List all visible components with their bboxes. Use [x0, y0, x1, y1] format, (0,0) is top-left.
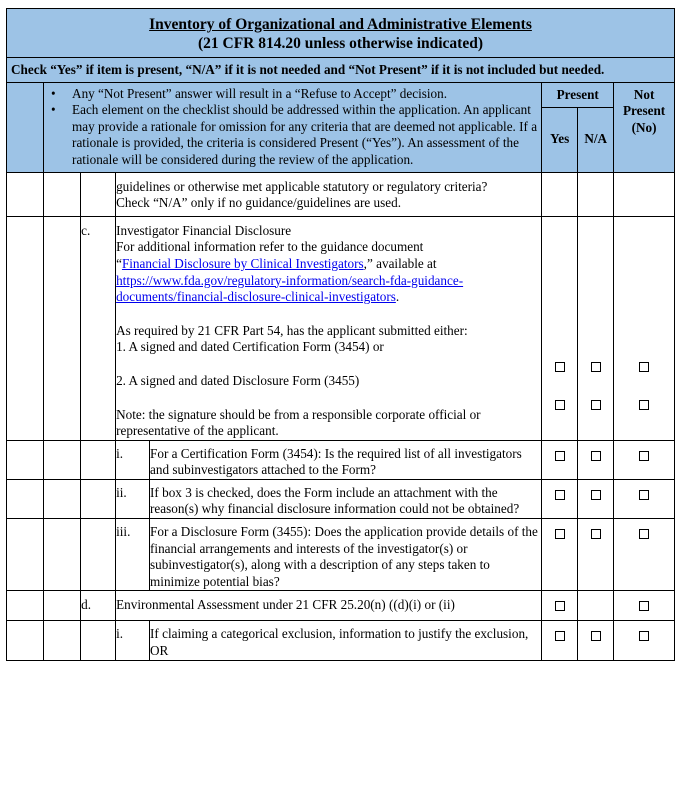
option1-no-checkbox[interactable]: [639, 362, 649, 372]
item-c-i-text: For a Certification Form (3454): Is the required list of all investigators and subinvestigators attached to the Form?: [150, 440, 542, 479]
guidance-url-link[interactable]: https://www.fda.gov/regulatory-information/search-fda-guidance-documents/financial-disclosure-clinical-investigators: [116, 272, 464, 305]
c-i-yes-checkbox[interactable]: [555, 451, 565, 461]
option2-na-checkbox[interactable]: [591, 400, 601, 410]
title-row: [7, 9, 675, 58]
note-item: • Any “Not Present” answer will result in a “Refuse to Accept” decision.: [51, 85, 448, 101]
na-header: N/A: [578, 107, 614, 172]
d-i-no-checkbox[interactable]: [639, 631, 649, 641]
yes-header: Yes: [542, 107, 578, 172]
item-c-row: [7, 216, 675, 440]
item-d-row: [7, 591, 675, 621]
c-ii-na-checkbox[interactable]: [591, 490, 601, 500]
item-c-label: c.: [81, 216, 116, 440]
title-line-1: Inventory of Organizational and Administrative Elements: [149, 16, 532, 33]
item-c-iii-label: iii.: [116, 519, 150, 591]
c-iii-no-checkbox[interactable]: [639, 529, 649, 539]
item-c-ii-row: [7, 479, 675, 518]
item-c-i-label: i.: [116, 440, 150, 479]
inventory-table: [6, 8, 675, 661]
item-d-i-row: [7, 621, 675, 660]
c-i-na-checkbox[interactable]: [591, 451, 601, 461]
title-line-2: (21 CFR 814.20 unless otherwise indicated): [197, 35, 484, 52]
d-yes-checkbox[interactable]: [555, 601, 565, 611]
option2-yes-checkbox[interactable]: [555, 400, 565, 410]
item-c-no-cell: [614, 216, 675, 440]
item-c-ii-label: ii.: [116, 479, 150, 518]
c-ii-yes-checkbox[interactable]: [555, 490, 565, 500]
not-present-header: Not Present (No): [614, 82, 675, 172]
item-c-iii-row: [7, 519, 675, 591]
notes-cell: [44, 82, 542, 172]
header-row: [7, 82, 675, 107]
d-na-empty-cell: [578, 591, 614, 621]
c-ii-no-checkbox[interactable]: [639, 490, 649, 500]
c-iii-na-checkbox[interactable]: [591, 529, 601, 539]
item-c-ii-text: If box 3 is checked, does the Form include an attachment with the reason(s) why financial disclosure information could not be obtained?: [150, 479, 542, 518]
continued-text: guidelines or otherwise met applicable statutory or regulatory criteria? Check “N/A” only if no guidance/guidelines are used.: [116, 172, 542, 216]
item-d-text: Environmental Assessment under 21 CFR 25.20(n) ((d)(i) or (ii): [116, 591, 542, 621]
note-item: • Each element on the checklist should be addressed within the application. An applicant may provide a rationale for omission for any criteria that are deemed not applicable. If a rationale is provided, the criteria is considered Present (“Yes”). An assessment of the rationale will be considered during the review of the application.: [51, 102, 538, 167]
c-i-no-checkbox[interactable]: [639, 451, 649, 461]
item-d-label: d.: [81, 591, 116, 621]
present-header: Present: [542, 82, 614, 107]
instruction-row: [7, 58, 675, 83]
item-d-i-text: If claiming a categorical exclusion, information to justify the exclusion, OR: [150, 621, 542, 660]
instruction-text: Check “Yes” if item is present, “N/A” if it is not needed and “Not Present” if it is not included but needed.: [7, 58, 675, 83]
c-iii-yes-checkbox[interactable]: [555, 529, 565, 539]
table-title: [7, 9, 675, 58]
item-c-yes-cell: [542, 216, 578, 440]
notes-list: [44, 83, 541, 172]
d-i-yes-checkbox[interactable]: [555, 631, 565, 641]
header-blank-1: [7, 82, 44, 172]
guidance-doc-link[interactable]: Financial Disclosure by Clinical Investigators: [121, 255, 364, 271]
item-c-i-row: [7, 440, 675, 479]
item-c-text: Investigator Financial Disclosure For additional information refer to the guidance document “Financial Disclosure by Clinical Investigators,” available at https://www.fda.gov/regulatory-information/search-fda-guidance-documents/financial-disclosure-clinical-investigators. As required by 21 CFR Part 54, has the applicant submitted either: 1. A signed and dated Certification Form (3454) or 2. A signed and dated Disclosure Form (3455) Note: the signature should be from a responsible corporate official or representative of the applicant.: [116, 216, 542, 440]
item-c-iii-text: For a Disclosure Form (3455): Does the application provide details of the financial arrangements and interests of the investigator(s) or subinvestigator(s), along with a description of any steps taken to minimize potential bias?: [150, 519, 542, 591]
item-d-i-label: i.: [116, 621, 150, 660]
option2-no-checkbox[interactable]: [639, 400, 649, 410]
option1-yes-checkbox[interactable]: [555, 362, 565, 372]
d-no-checkbox[interactable]: [639, 601, 649, 611]
option1-na-checkbox[interactable]: [591, 362, 601, 372]
item-c-na-cell: [578, 216, 614, 440]
d-i-na-checkbox[interactable]: [591, 631, 601, 641]
continued-row: [7, 172, 675, 216]
